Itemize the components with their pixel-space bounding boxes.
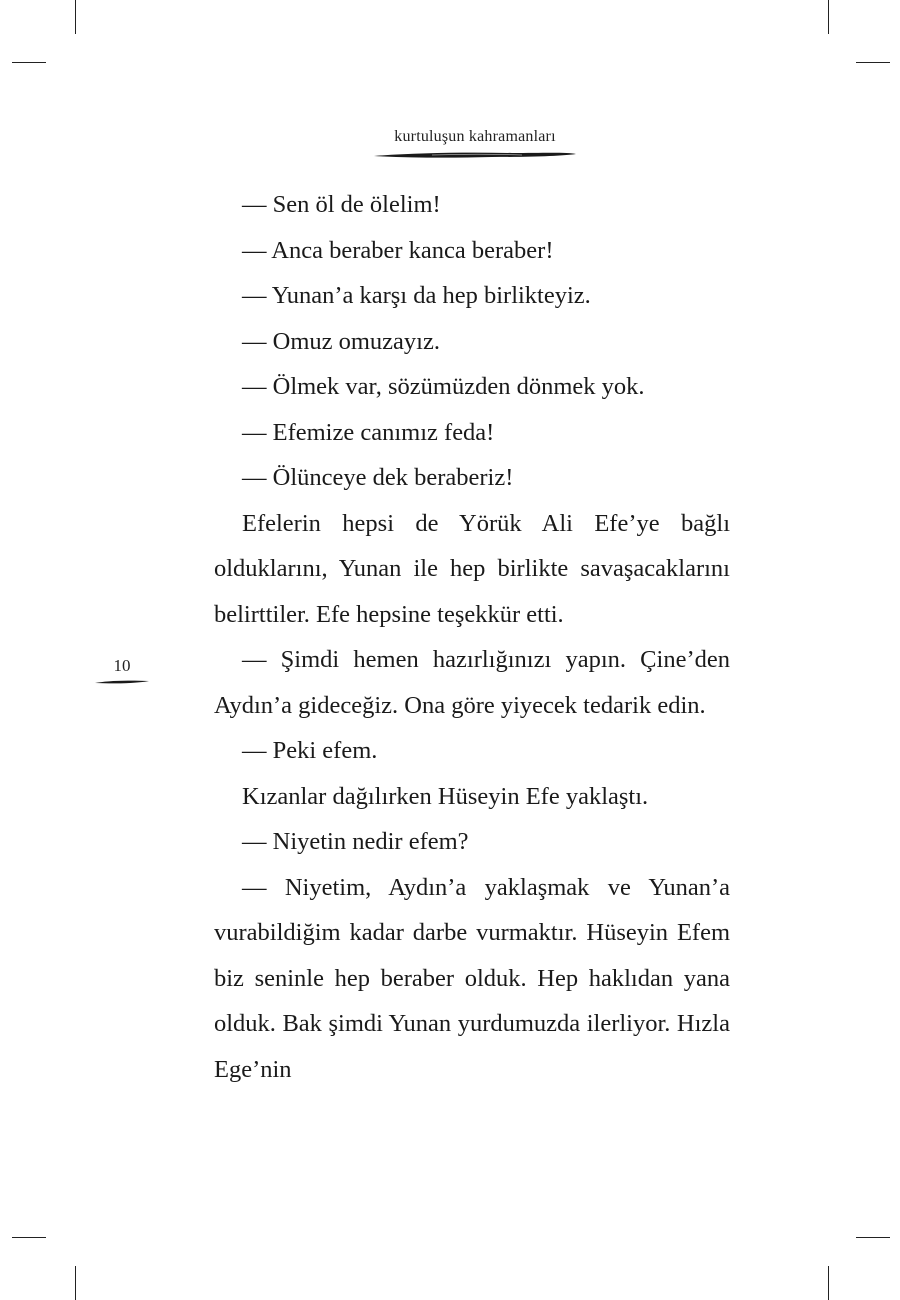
paragraph: Efelerin hepsi de Yörük Ali Efe’ye bağlı olduklarını, Yunan ile hep birlikte savaşacaklarını belirttiler. Efe hepsine teşekkür etti. — [214, 509, 730, 628]
crop-mark-top-right — [828, 0, 829, 34]
crop-mark-right-top — [856, 62, 890, 63]
dialogue-line: — Ölünceye dek beraberiz! — [242, 464, 514, 491]
crop-mark-bottom-right — [828, 1266, 829, 1300]
dialogue-line: — Anca beraber kanca beraber! — [242, 236, 554, 264]
page-number-brush-ornament — [94, 678, 150, 686]
paragraph: — Şimdi hemen hazırlığınızı yapın. Çine’den Aydın’a gideceğiz. Ona göre yiyecek tedarik edin. — [214, 646, 730, 719]
page-number-text: 10 — [113, 656, 131, 675]
paragraph: — Niyetim, Aydın’a yaklaşmak ve Yunan’a vurabildiğim kadar darbe vurmaktır. Hüseyin Efem biz seninle hep beraber olduk. Hep haklıdan yana olduk. Bak şimdi Yunan yurdumuzda ilerliyor. Hızla Ege’nin — [214, 873, 730, 1083]
body-text — [214, 182, 730, 1092]
dialogue-line: — Yunan’a karşı da hep birlikteyiz. — [242, 282, 591, 309]
page-number — [92, 656, 152, 686]
paragraph: Kızanlar dağılırken Hüseyin Efe yaklaştı. — [242, 782, 649, 810]
dialogue-line: — Efemize canımız feda! — [242, 418, 495, 446]
paragraph: — Niyetin nedir efem? — [242, 828, 469, 855]
crop-mark-left-bottom — [12, 1237, 46, 1238]
crop-mark-top-left — [75, 0, 76, 34]
dialogue-line: — Ölmek var, sözümüzden dönmek yok. — [242, 373, 645, 400]
dialogue-line: — Sen öl de ölelim! — [242, 191, 441, 218]
crop-mark-right-bottom — [856, 1237, 890, 1238]
crop-mark-bottom-left — [75, 1266, 76, 1300]
crop-mark-left-top — [12, 62, 46, 63]
paragraph: — Peki efem. — [242, 737, 378, 764]
running-head — [370, 128, 580, 160]
running-head-title: kurtuluşun kahramanları — [394, 128, 556, 145]
dialogue-line: — Omuz omuzayız. — [242, 327, 440, 355]
brush-stroke-ornament — [372, 150, 578, 160]
